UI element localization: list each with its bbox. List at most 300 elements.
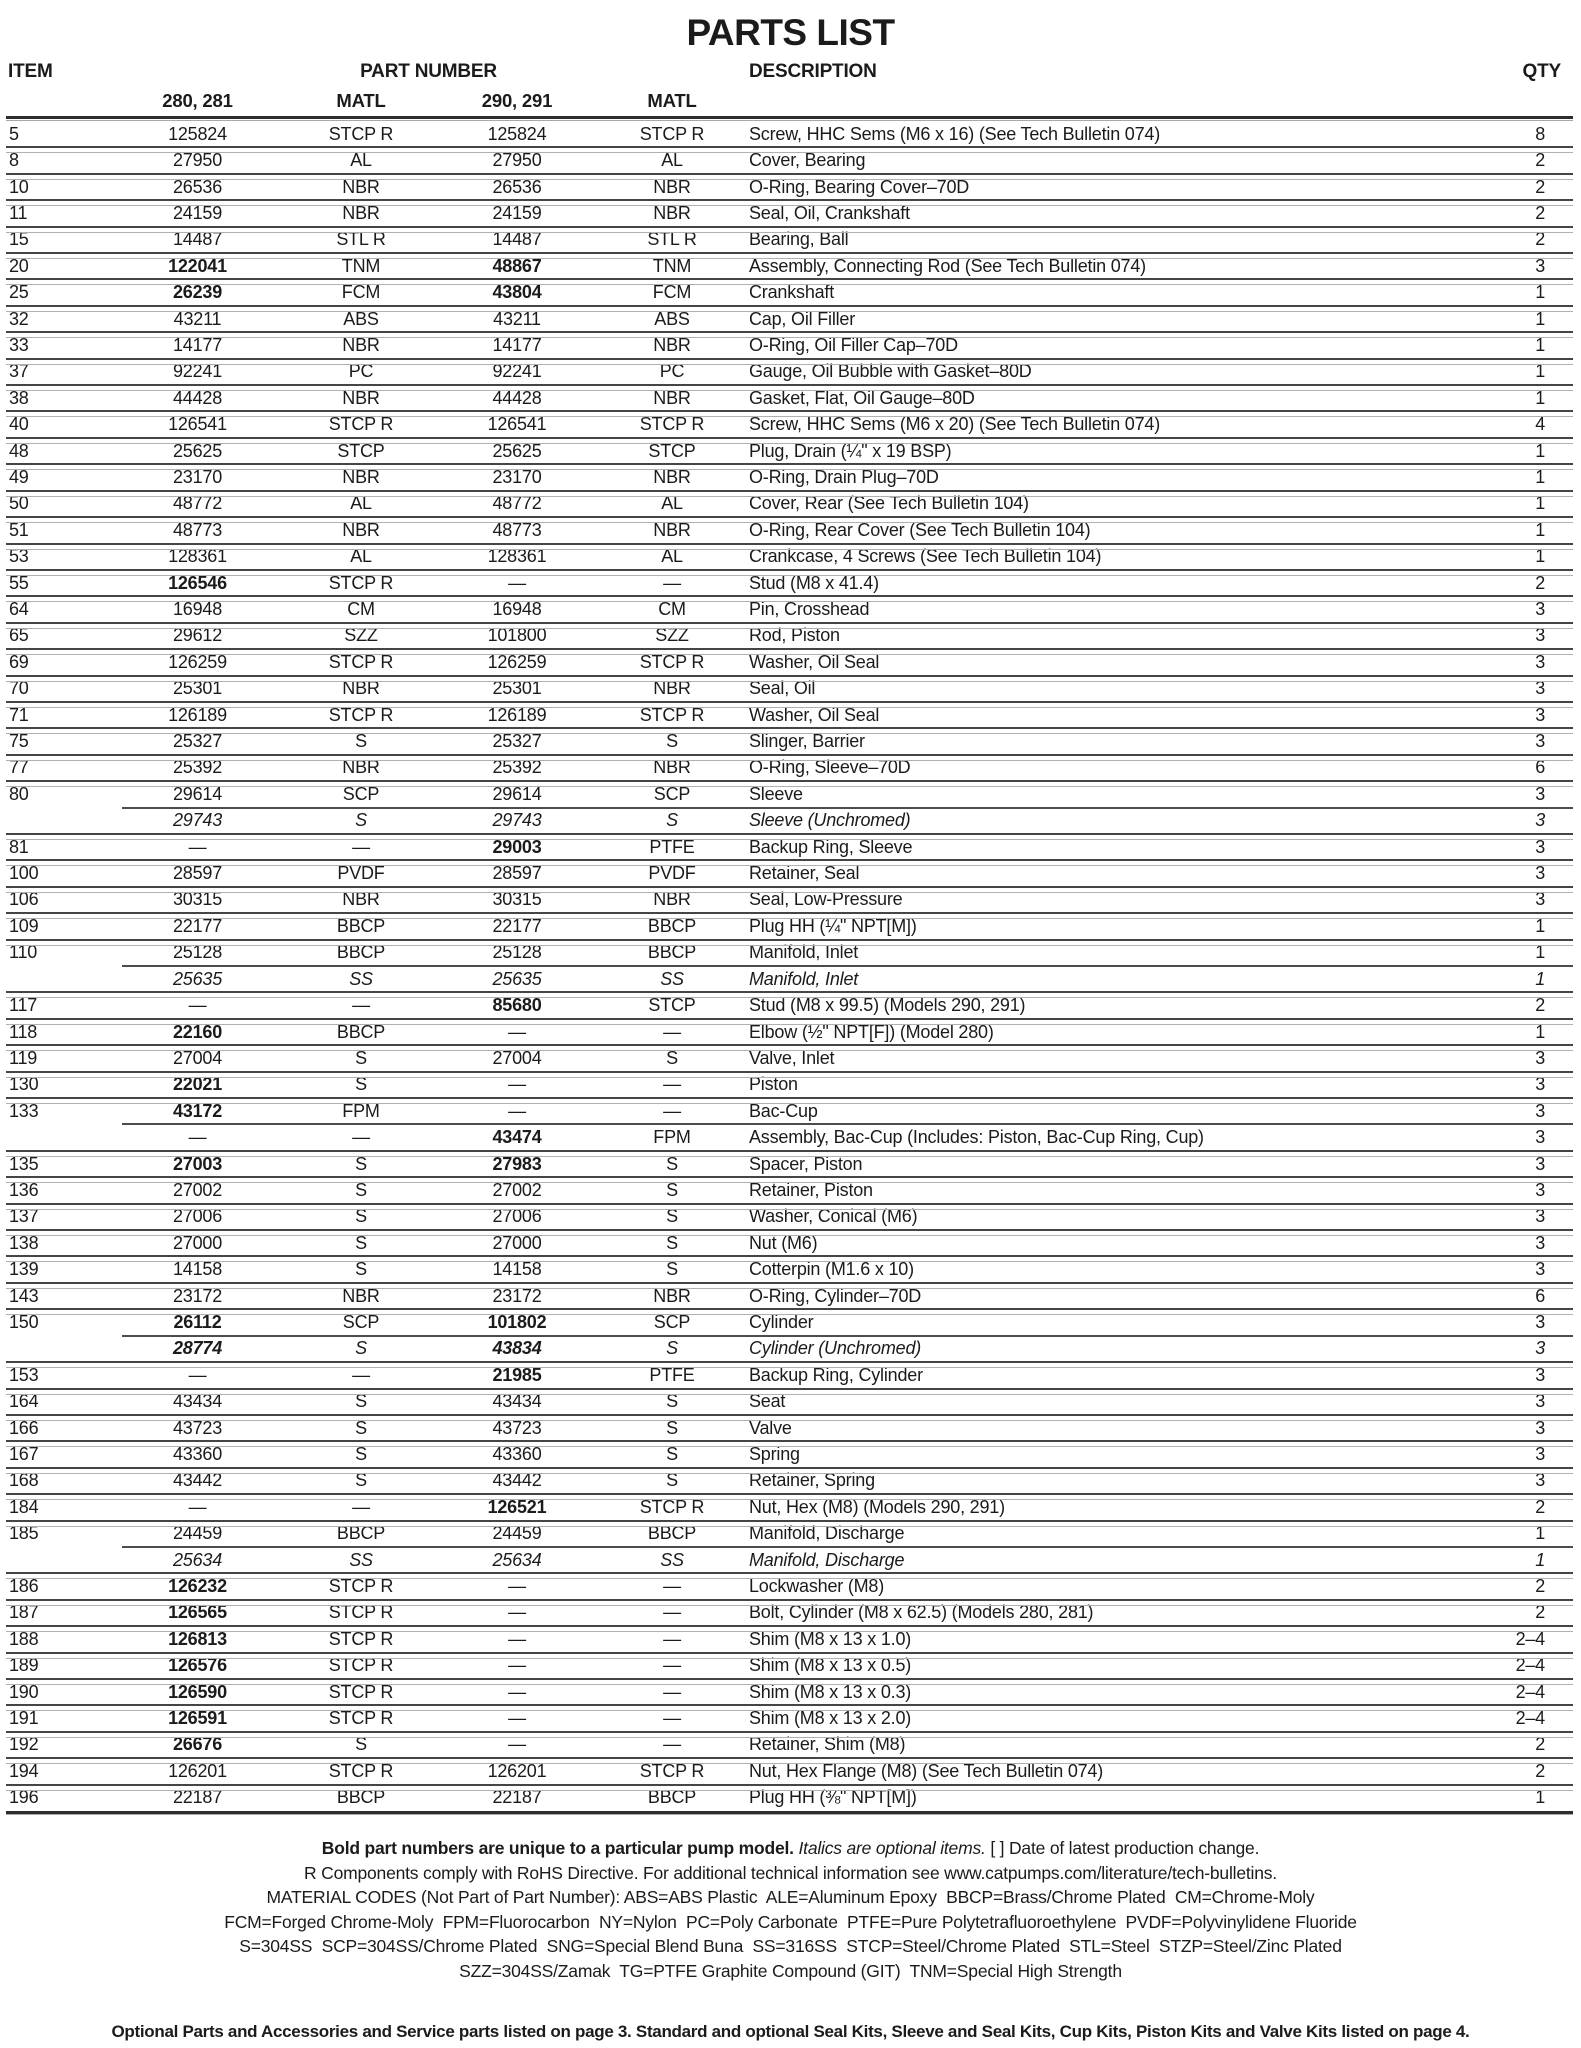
description-cell: Manifold, Discharge — [749, 1523, 905, 1544]
material-290-291-cell: — — [663, 1576, 681, 1597]
table-row — [6, 1626, 1573, 1652]
item-cell: 40 — [9, 414, 29, 435]
description-cell: Washer, Conical (M6) — [749, 1206, 918, 1227]
table-row — [6, 1785, 1573, 1811]
qty-cell: 1 — [1535, 361, 1545, 382]
table-row — [6, 359, 1573, 385]
material-290-291-cell: CM — [658, 599, 686, 620]
material-290-291-cell: — — [663, 1021, 681, 1042]
part-number-290-291-cell: 43474 — [492, 1127, 542, 1148]
part-number-290-291-cell: 27000 — [492, 1232, 542, 1253]
part-number-290-291-cell: 126189 — [487, 704, 547, 725]
material-290-291-cell: — — [663, 1708, 681, 1729]
material-280-281-cell: NBR — [342, 1285, 380, 1306]
description-cell: Retainer, Seal — [749, 863, 860, 884]
material-290-291-cell: STCP — [648, 995, 696, 1016]
material-280-281-cell: BBCP — [336, 915, 386, 936]
material-290-291-cell: AL — [661, 493, 683, 514]
material-280-281-cell: NBR — [342, 889, 380, 910]
material-280-281-cell: S — [355, 1047, 367, 1068]
part-number-290-291-cell: 43434 — [492, 1391, 542, 1412]
material-280-281-cell: STCP R — [328, 123, 394, 144]
part-number-280-281-cell: 43360 — [172, 1444, 223, 1465]
material-290-291-cell: BBCP — [647, 942, 697, 963]
material-290-291-cell: AL — [661, 150, 683, 171]
part-number-280-281-cell: 27000 — [172, 1232, 223, 1253]
qty-cell: 3 — [1535, 810, 1545, 831]
material-280-281-cell: STCP — [337, 440, 385, 461]
material-290-291-cell: NBR — [653, 1285, 691, 1306]
table-row — [6, 1045, 1573, 1071]
item-cell: 192 — [9, 1734, 39, 1755]
part-number-290-291-cell: 22177 — [492, 915, 542, 936]
footer-material-codes-line-1: MATERIAL CODES (Not Part of Part Number): ABS=ABS Plastic ALE=Aluminum Epoxy BBCP=Brass/Chrome Plated CM=Chrome-Moly — [266, 1887, 1315, 1908]
table-row — [6, 860, 1573, 886]
material-290-291-cell: NBR — [653, 176, 691, 197]
part-number-290-291-cell: 43442 — [492, 1470, 542, 1491]
description-cell: Gauge, Oil Bubble with Gasket–80D — [749, 361, 1032, 382]
material-280-281-cell: STCP R — [328, 414, 394, 435]
footer-note-line-2: R Components comply with RoHS Directive. For additional technical information see www.catpumps.com/literature/tech-bulletins. — [304, 1862, 1277, 1883]
description-cell: Seal, Oil, Crankshaft — [749, 202, 910, 223]
item-cell: 65 — [9, 625, 29, 646]
qty-cell: 3 — [1535, 1047, 1545, 1068]
item-cell: 106 — [9, 889, 39, 910]
footer-date-note: [ ] Date of latest production change. — [985, 1838, 1260, 1858]
part-number-290-291-cell: 29743 — [492, 810, 542, 831]
material-290-291-cell: BBCP — [647, 1787, 697, 1808]
table-row — [6, 491, 1573, 517]
qty-cell: 3 — [1535, 1074, 1545, 1095]
material-290-291-cell: S — [666, 1047, 678, 1068]
description-cell: Seal, Low-Pressure — [749, 889, 903, 910]
qty-cell: 3 — [1535, 1232, 1545, 1253]
item-cell: 168 — [9, 1470, 39, 1491]
part-number-290-291-cell: — — [508, 1708, 526, 1729]
item-cell: 189 — [9, 1655, 39, 1676]
part-number-280-281-cell: 25634 — [172, 1549, 223, 1570]
item-cell: 20 — [9, 255, 29, 276]
material-280-281-cell: STCP R — [328, 651, 394, 672]
description-cell: Cover, Rear (See Tech Bulletin 104) — [749, 493, 1029, 514]
part-number-280-281-cell: 24159 — [172, 202, 223, 223]
item-cell: 11 — [9, 202, 28, 223]
description-cell: Manifold, Discharge — [749, 1549, 905, 1570]
material-280-281-cell: S — [355, 810, 367, 831]
part-number-280-281-cell: 126546 — [168, 572, 227, 593]
material-280-281-cell: AL — [350, 493, 372, 514]
part-number-280-281-cell: 126813 — [168, 1628, 227, 1649]
qty-cell: 3 — [1535, 1206, 1545, 1227]
part-number-280-281-cell: 27950 — [172, 150, 223, 171]
material-280-281-cell: S — [355, 1259, 367, 1280]
table-row — [6, 834, 1573, 860]
qty-cell: 3 — [1535, 783, 1545, 804]
qty-cell: 2 — [1535, 229, 1545, 250]
material-290-291-cell: — — [663, 1100, 681, 1121]
part-number-290-291-cell: 27002 — [492, 1179, 542, 1200]
column-header-part-number: PART NUMBER — [360, 61, 497, 82]
qty-cell: 3 — [1535, 1391, 1545, 1412]
table-row — [6, 1653, 1573, 1679]
description-cell: Gasket, Flat, Oil Gauge–80D — [749, 387, 975, 408]
part-number-280-281-cell: 26112 — [173, 1311, 222, 1332]
qty-cell: 2 — [1535, 176, 1545, 197]
material-290-291-cell: S — [666, 1417, 678, 1438]
part-number-290-291-cell: 26536 — [492, 176, 542, 197]
description-cell: Valve, Inlet — [749, 1047, 835, 1068]
table-row — [6, 279, 1573, 305]
item-cell: 119 — [9, 1047, 38, 1068]
material-290-291-cell: PVDF — [648, 863, 696, 884]
table-row — [6, 1389, 1573, 1415]
item-cell: 55 — [9, 572, 29, 593]
table-row — [6, 1521, 1573, 1547]
material-290-291-cell: — — [663, 1734, 681, 1755]
material-280-281-cell: FCM — [341, 282, 381, 303]
part-number-280-281-cell: 126565 — [168, 1602, 227, 1623]
material-280-281-cell: S — [355, 731, 367, 752]
material-280-281-cell: S — [355, 1444, 367, 1465]
table-row — [6, 1124, 1573, 1150]
material-290-291-cell: S — [666, 731, 678, 752]
part-number-290-291-cell: 85680 — [492, 995, 542, 1016]
item-cell: 53 — [9, 546, 29, 567]
footer-bold-note: Bold part numbers are unique to a particular pump model. — [321, 1838, 794, 1858]
item-cell: 75 — [9, 731, 29, 752]
qty-cell: 2–4 — [1515, 1708, 1545, 1729]
material-290-291-cell: S — [666, 1206, 678, 1227]
part-number-290-291-cell: 23170 — [492, 466, 542, 487]
table-row — [6, 1072, 1573, 1098]
table-row — [6, 1573, 1573, 1599]
material-280-281-cell: STCP R — [328, 572, 394, 593]
material-290-291-cell: PTFE — [649, 1364, 695, 1385]
description-cell: Nut, Hex Flange (M8) (See Tech Bulletin 074) — [749, 1760, 1104, 1781]
table-row — [6, 1441, 1573, 1467]
material-290-291-cell: SS — [660, 1549, 684, 1570]
material-280-281-cell: NBR — [342, 519, 380, 540]
qty-cell: 3 — [1535, 1417, 1545, 1438]
material-290-291-cell: — — [663, 1681, 681, 1702]
qty-cell: 1 — [1535, 440, 1545, 461]
description-cell: Rod, Piston — [749, 625, 840, 646]
description-cell: Sleeve (Unchromed) — [749, 810, 911, 831]
material-290-291-cell: STCP R — [639, 1496, 705, 1517]
table-row — [6, 966, 1573, 992]
item-cell: 191 — [9, 1708, 39, 1729]
part-number-290-291-cell: 43804 — [492, 282, 542, 303]
qty-cell: 1 — [1535, 1549, 1545, 1570]
item-cell: 139 — [9, 1259, 39, 1280]
part-number-280-281-cell: 125824 — [168, 123, 227, 144]
item-cell: 196 — [9, 1787, 39, 1808]
column-header-models-290-291: 290, 291 — [481, 90, 553, 111]
material-280-281-cell: NBR — [342, 202, 380, 223]
table-row — [6, 385, 1573, 411]
part-number-290-291-cell: 25392 — [492, 757, 542, 778]
part-number-290-291-cell: 92241 — [492, 361, 542, 382]
qty-cell: 3 — [1535, 836, 1545, 857]
material-280-281-cell: NBR — [342, 757, 380, 778]
part-number-280-281-cell: 27004 — [172, 1047, 223, 1068]
qty-cell: 3 — [1535, 1338, 1545, 1359]
part-number-280-281-cell: 126259 — [168, 651, 227, 672]
material-290-291-cell: SCP — [653, 783, 691, 804]
material-280-281-cell: ABS — [343, 308, 379, 329]
part-number-290-291-cell: 126259 — [487, 651, 547, 672]
item-cell: 186 — [9, 1576, 39, 1597]
part-number-290-291-cell: — — [508, 1576, 526, 1597]
material-280-281-cell: STL R — [336, 229, 386, 250]
material-290-291-cell: AL — [661, 546, 683, 567]
description-cell: Elbow (½" NPT[F]) (Model 280) — [749, 1021, 994, 1042]
material-280-281-cell: AL — [350, 150, 372, 171]
table-row — [6, 1177, 1573, 1203]
material-290-291-cell: NBR — [653, 757, 691, 778]
material-290-291-cell: STCP R — [639, 704, 705, 725]
qty-cell: 2 — [1535, 150, 1545, 171]
part-number-290-291-cell: 29003 — [492, 836, 542, 857]
part-number-280-281-cell: — — [188, 1496, 207, 1517]
part-number-280-281-cell: 14158 — [172, 1259, 223, 1280]
description-cell: Manifold, Inlet — [749, 942, 859, 963]
item-cell: 143 — [9, 1285, 39, 1306]
table-row — [6, 1468, 1573, 1494]
part-number-280-281-cell: 43434 — [172, 1391, 223, 1412]
qty-cell: 6 — [1535, 757, 1545, 778]
material-280-281-cell: STCP R — [328, 1681, 394, 1702]
table-row — [6, 940, 1573, 966]
material-290-291-cell: PTFE — [649, 836, 695, 857]
material-290-291-cell: — — [663, 1074, 681, 1095]
part-number-290-291-cell: 27004 — [492, 1047, 542, 1068]
column-header-models-280-281: 280, 281 — [162, 90, 233, 111]
part-number-280-281-cell: 25392 — [172, 757, 223, 778]
item-cell: 70 — [9, 678, 29, 699]
table-row — [6, 517, 1573, 543]
table-row — [6, 464, 1573, 490]
part-number-290-291-cell: 125824 — [487, 123, 547, 144]
material-290-291-cell: S — [666, 1153, 678, 1174]
table-row — [6, 755, 1573, 781]
description-cell: Sleeve — [749, 783, 803, 804]
part-number-290-291-cell: — — [508, 1681, 526, 1702]
material-290-291-cell: BBCP — [647, 915, 697, 936]
item-cell: 38 — [9, 387, 29, 408]
qty-cell: 3 — [1535, 731, 1545, 752]
qty-cell: 1 — [1535, 493, 1545, 514]
material-290-291-cell: S — [666, 1232, 678, 1253]
part-number-280-281-cell: 25635 — [172, 968, 223, 989]
table-body — [6, 121, 1573, 1811]
material-280-281-cell: NBR — [342, 334, 380, 355]
table-row — [6, 1204, 1573, 1230]
qty-cell: 2 — [1535, 1496, 1545, 1517]
material-280-281-cell: BBCP — [336, 942, 386, 963]
item-cell: 77 — [9, 757, 29, 778]
material-290-291-cell: S — [666, 810, 678, 831]
table-row — [6, 1336, 1573, 1362]
qty-cell: 3 — [1535, 651, 1545, 672]
material-290-291-cell: NBR — [653, 678, 691, 699]
part-number-290-291-cell: — — [508, 1655, 526, 1676]
qty-cell: 2 — [1535, 572, 1545, 593]
part-number-280-281-cell: 24459 — [172, 1523, 223, 1544]
part-number-290-291-cell: — — [508, 1100, 526, 1121]
part-number-280-281-cell: 16948 — [172, 599, 223, 620]
part-number-290-291-cell: 25635 — [492, 968, 542, 989]
table-row — [6, 253, 1573, 279]
material-280-281-cell: SCP — [342, 783, 380, 804]
material-290-291-cell: PC — [659, 361, 685, 382]
table-row — [6, 1151, 1573, 1177]
part-number-280-281-cell: 48772 — [172, 493, 223, 514]
qty-cell: 1 — [1535, 282, 1545, 303]
material-280-281-cell: AL — [350, 546, 372, 567]
table-row — [6, 808, 1573, 834]
material-290-291-cell: STCP — [648, 440, 696, 461]
part-number-280-281-cell: 22021 — [172, 1074, 223, 1095]
item-cell: 25 — [9, 282, 29, 303]
description-cell: Cylinder — [749, 1311, 814, 1332]
part-number-290-291-cell: — — [508, 572, 526, 593]
qty-cell: 3 — [1535, 678, 1545, 699]
part-number-290-291-cell: 27006 — [492, 1206, 542, 1227]
material-280-281-cell: BBCP — [336, 1787, 386, 1808]
material-290-291-cell: SCP — [653, 1311, 691, 1332]
description-cell: Cap, Oil Filler — [749, 308, 856, 329]
table-row — [6, 992, 1573, 1018]
description-cell: O-Ring, Drain Plug–70D — [749, 466, 939, 487]
part-number-280-281-cell: 27003 — [172, 1153, 223, 1174]
part-number-280-281-cell: 92241 — [172, 361, 223, 382]
item-cell: 138 — [9, 1232, 39, 1253]
table-row — [6, 1362, 1573, 1388]
material-290-291-cell: STCP R — [639, 414, 705, 435]
item-cell: 33 — [9, 334, 29, 355]
part-number-280-281-cell: 43211 — [173, 308, 222, 329]
item-cell: 15 — [9, 229, 29, 250]
table-row — [6, 649, 1573, 675]
part-number-280-281-cell: 126201 — [168, 1760, 227, 1781]
material-280-281-cell: SZZ — [344, 625, 378, 646]
part-number-290-291-cell: 48773 — [492, 519, 542, 540]
table-row — [6, 227, 1573, 253]
part-number-280-281-cell: 48773 — [172, 519, 223, 540]
qty-cell: 3 — [1535, 1179, 1545, 1200]
description-cell: Backup Ring, Cylinder — [749, 1364, 923, 1385]
description-cell: Washer, Oil Seal — [749, 651, 880, 672]
material-280-281-cell: CM — [347, 599, 375, 620]
material-280-281-cell: — — [352, 995, 370, 1016]
description-cell: Plug, Drain (¼" x 19 BSP) — [749, 440, 952, 461]
material-280-281-cell: S — [355, 1417, 367, 1438]
part-number-290-291-cell: 44428 — [492, 387, 542, 408]
material-290-291-cell: FCM — [652, 282, 692, 303]
item-cell: 137 — [9, 1206, 39, 1227]
part-number-290-291-cell: 101802 — [487, 1311, 547, 1332]
part-number-290-291-cell: 14158 — [492, 1259, 542, 1280]
qty-cell: 3 — [1535, 1311, 1545, 1332]
description-cell: Backup Ring, Sleeve — [749, 836, 913, 857]
qty-cell: 4 — [1535, 414, 1545, 435]
qty-cell: 3 — [1535, 863, 1545, 884]
material-280-281-cell: NBR — [342, 678, 380, 699]
item-cell: 50 — [9, 493, 29, 514]
qty-cell: 1 — [1535, 387, 1545, 408]
table-row — [6, 781, 1573, 807]
table-row — [6, 1732, 1573, 1758]
footer-material-codes-line-2: FCM=Forged Chrome-Moly FPM=Fluorocarbon NY=Nylon PC=Poly Carbonate PTFE=Pure Polytetrafluoroethylene PVDF=Polyvinylidene Fluoride — [224, 1911, 1357, 1932]
description-cell: Spacer, Piston — [749, 1153, 863, 1174]
table-row — [6, 887, 1573, 913]
table-bottom-rule — [6, 1811, 1573, 1815]
material-280-281-cell: S — [355, 1470, 367, 1491]
part-number-290-291-cell: 25128 — [492, 942, 542, 963]
description-cell: Assembly, Bac-Cup (Includes: Piston, Bac-Cup Ring, Cup) — [749, 1127, 1204, 1148]
part-number-290-291-cell: — — [508, 1602, 526, 1623]
qty-cell: 1 — [1535, 466, 1545, 487]
item-cell: 49 — [9, 466, 29, 487]
material-280-281-cell: — — [352, 1127, 370, 1148]
part-number-290-291-cell: 43723 — [492, 1417, 542, 1438]
description-cell: Lockwasher (M8) — [749, 1576, 885, 1597]
part-number-290-291-cell: 16948 — [492, 599, 542, 620]
part-number-280-281-cell: 22187 — [172, 1787, 223, 1808]
part-number-280-281-cell: 126591 — [168, 1708, 227, 1729]
description-cell: Cover, Bearing — [749, 150, 866, 171]
material-290-291-cell: S — [666, 1470, 678, 1491]
material-290-291-cell: — — [663, 1655, 681, 1676]
part-number-290-291-cell: 24159 — [492, 202, 542, 223]
part-number-280-281-cell: 22177 — [172, 915, 223, 936]
material-290-291-cell: STCP R — [639, 123, 705, 144]
qty-cell: 2 — [1535, 1760, 1545, 1781]
material-290-291-cell: SS — [660, 968, 684, 989]
qty-cell: 3 — [1535, 889, 1545, 910]
part-number-290-291-cell: 48867 — [492, 255, 542, 276]
material-280-281-cell: PC — [348, 361, 374, 382]
table-row — [6, 1600, 1573, 1626]
part-number-280-281-cell: 25327 — [172, 731, 223, 752]
footer-notes — [0, 1836, 1581, 1984]
table-row — [6, 411, 1573, 437]
description-cell: O-Ring, Oil Filler Cap–70D — [749, 334, 958, 355]
item-cell: 5 — [9, 123, 19, 144]
part-number-280-281-cell: 25128 — [172, 942, 223, 963]
material-290-291-cell: — — [663, 1602, 681, 1623]
footer-material-codes-line-3: S=304SS SCP=304SS/Chrome Plated SNG=Special Blend Buna SS=316SS STCP=Steel/Chrome Plated STL=Steel STZP=Steel/Zinc Plated — [239, 1936, 1342, 1957]
description-cell: Bac-Cup — [749, 1100, 818, 1121]
material-280-281-cell: STCP R — [328, 1760, 394, 1781]
material-280-281-cell: TNM — [341, 255, 381, 276]
item-cell: 136 — [9, 1179, 39, 1200]
material-290-291-cell: S — [666, 1391, 678, 1412]
qty-cell: 1 — [1535, 334, 1545, 355]
part-number-280-281-cell: 29614 — [172, 783, 223, 804]
part-number-280-281-cell: 14487 — [172, 229, 223, 250]
item-cell: 48 — [9, 440, 29, 461]
qty-cell: 3 — [1535, 1153, 1545, 1174]
description-cell: Shim (M8 x 13 x 0.5) — [749, 1655, 912, 1676]
qty-cell: 2 — [1535, 1602, 1545, 1623]
description-cell: O-Ring, Cylinder–70D — [749, 1285, 922, 1306]
material-280-281-cell: S — [355, 1232, 367, 1253]
column-header-item: ITEM — [8, 61, 53, 82]
item-cell: 32 — [9, 308, 29, 329]
description-cell: Bolt, Cylinder (M8 x 62.5) (Models 280, 281) — [749, 1602, 1094, 1623]
